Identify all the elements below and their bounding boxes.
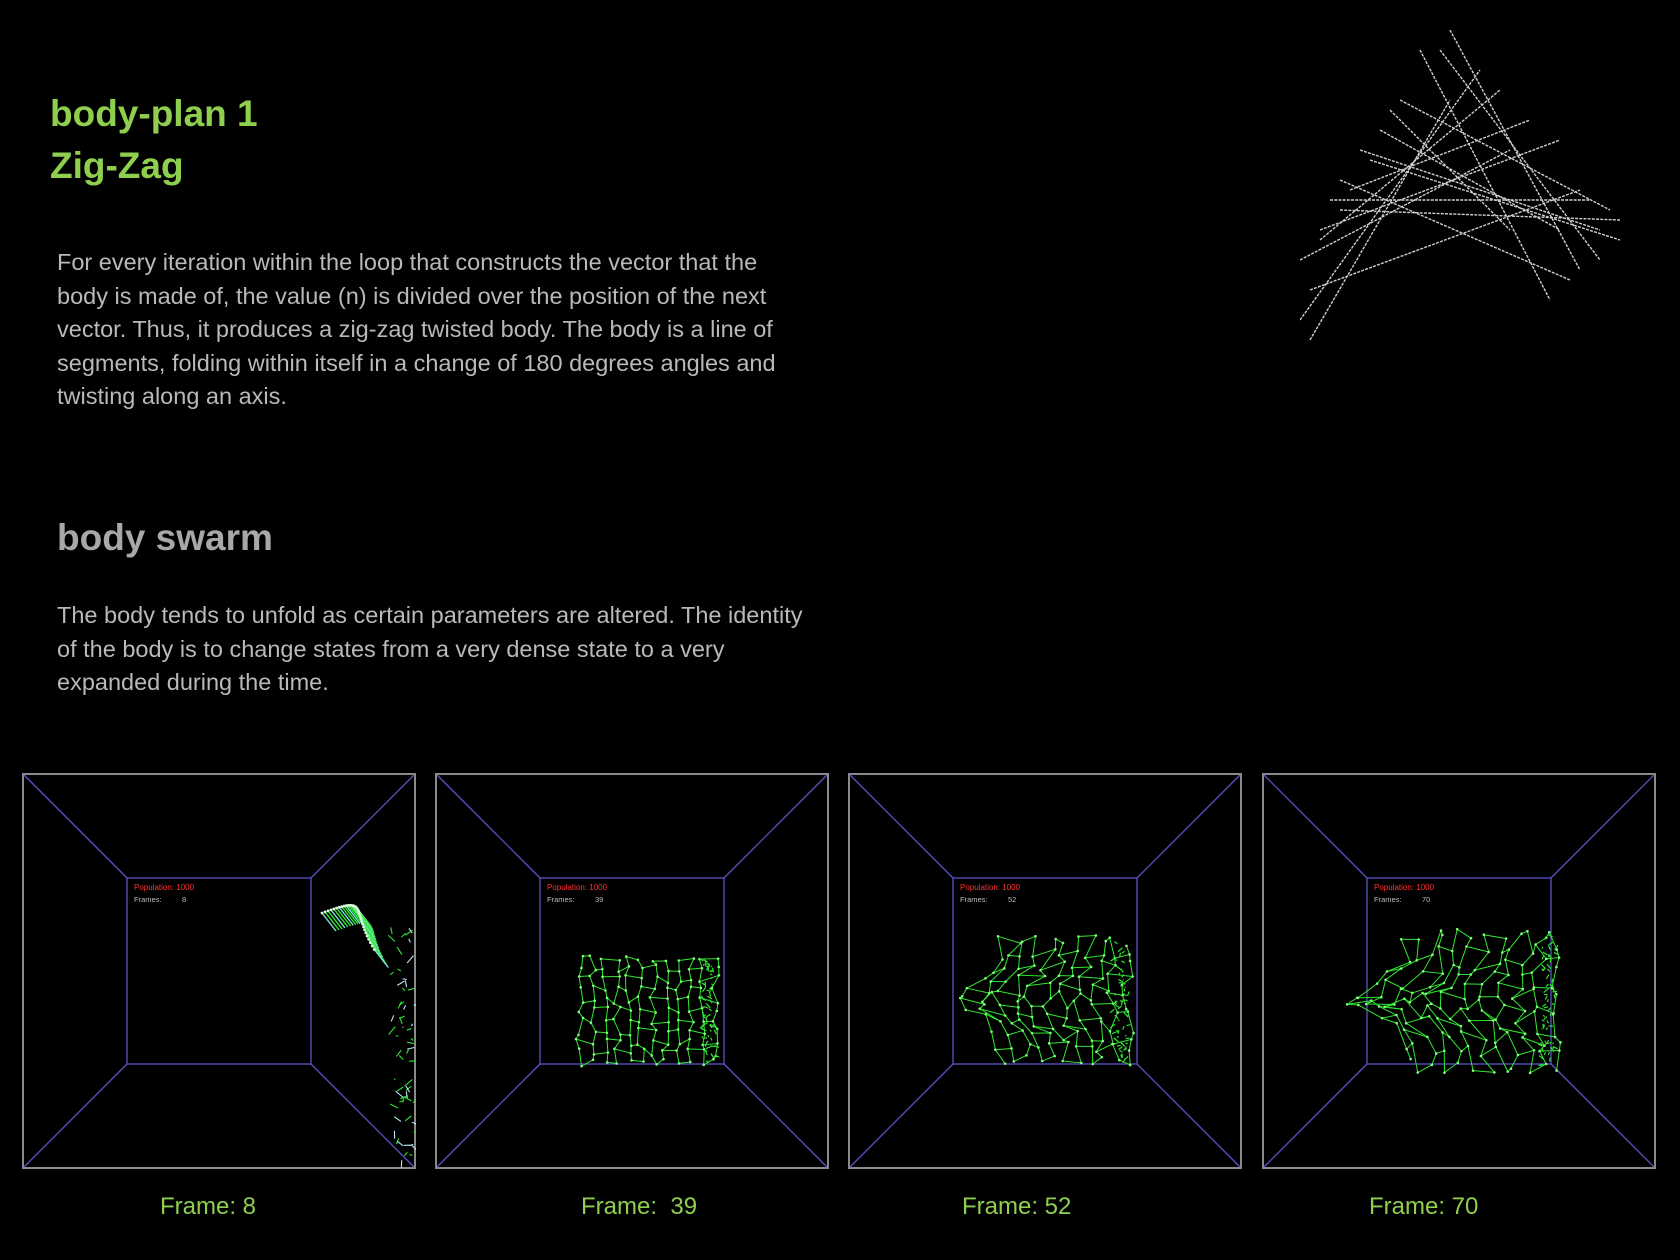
caption-frame-3: Frame: 52 [962, 1193, 1072, 1220]
frames-label: Frames: [134, 895, 162, 904]
population-label: Population: 1000 [960, 883, 1021, 892]
frames-label: Frames: [1374, 895, 1402, 904]
frames-value: 8 [182, 895, 187, 904]
body-swarm-paragraph: The body tends to unfold as certain parameters are altered. The identity of the body is to change states from a very dense state to a very expanded during the time. [57, 602, 803, 696]
swarm-panel-1 [22, 773, 416, 1169]
frames-label: Frames: [960, 895, 988, 904]
frames-value: 70 [1422, 895, 1431, 904]
frames-value: 39 [595, 895, 604, 904]
caption-frame-1: Frame: 8 [160, 1193, 257, 1220]
frames-label: Frames: [547, 895, 575, 904]
swarm-panel-3 [848, 773, 1242, 1169]
population-label: Population: 1000 [547, 883, 608, 892]
body-swarm-heading: body swarm [57, 517, 273, 558]
swarm-panel-4 [1262, 773, 1656, 1169]
population-label: Population: 1000 [134, 883, 195, 892]
intro-paragraph: For every iteration within the loop that constructs the vector that the body is made of, the value (n) is divided over the position of the next vector. Thus, it produces a zig-zag twisted body. The body is a line of segments, folding within itself in a change of 180 degrees angles and twisting along an axis. [57, 249, 776, 410]
swarm-panel-2 [435, 773, 829, 1169]
heading-zig-zag: Zig-Zag [50, 145, 184, 186]
population-label: Population: 1000 [1374, 883, 1435, 892]
frames-value: 52 [1008, 895, 1017, 904]
caption-frame-2: Frame: 39 [581, 1193, 698, 1220]
heading-body-plan: body-plan 1 [50, 93, 258, 134]
zigzag-body-illustration [1300, 30, 1640, 380]
caption-frame-4: Frame: 70 [1369, 1193, 1479, 1220]
